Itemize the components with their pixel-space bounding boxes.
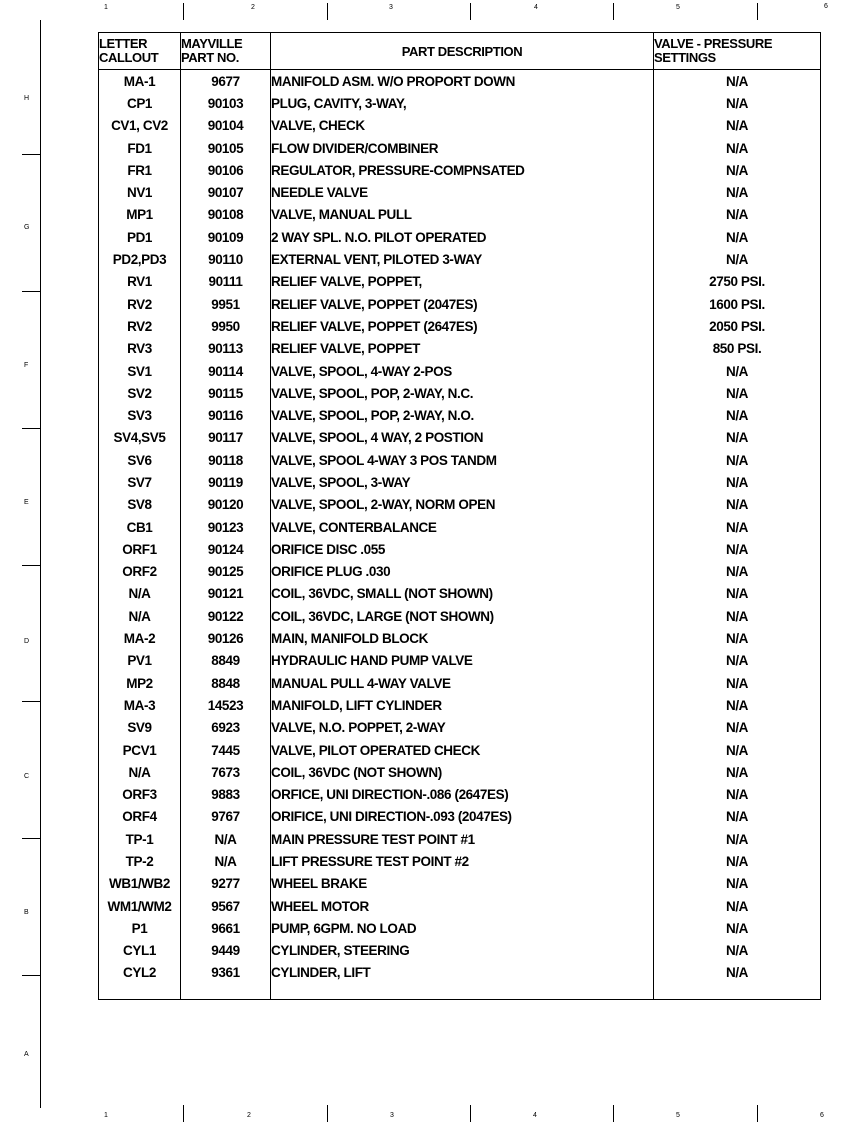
letter-callout-cell: MA-1	[99, 70, 181, 93]
zone-tick	[22, 701, 40, 702]
table-row	[99, 784, 821, 806]
part-number-header: MAYVILLE PART NO.	[181, 33, 271, 70]
part-number-cell: 6923	[181, 717, 271, 739]
valve-setting-cell: N/A	[654, 806, 821, 828]
part-number-cell: 90124	[181, 538, 271, 560]
valve-setting-cell: N/A	[654, 494, 821, 516]
zone-number: 5	[676, 1112, 680, 1119]
zone-number: 2	[247, 1112, 251, 1119]
part-description-cell: VALVE, SPOOL 4-WAY 3 POS TANDM	[271, 449, 654, 471]
part-number-cell: 90107	[181, 181, 271, 203]
zone-number: 1	[104, 4, 108, 11]
table-row	[99, 315, 821, 337]
part-description-cell: FLOW DIVIDER/COMBINER	[271, 137, 654, 159]
part-description-cell: VALVE, MANUAL PULL	[271, 204, 654, 226]
letter-callout-cell: RV2	[99, 315, 181, 337]
part-description-cell: MANIFOLD ASM. W/O PROPORT DOWN	[271, 70, 654, 93]
table-row	[99, 427, 821, 449]
part-number-cell: 90113	[181, 338, 271, 360]
part-description-cell: ORIFICE DISC .055	[271, 538, 654, 560]
table-row	[99, 226, 821, 248]
table-row	[99, 293, 821, 315]
part-number-cell: 9277	[181, 873, 271, 895]
table-header-row	[99, 33, 821, 70]
part-number-cell: 9767	[181, 806, 271, 828]
part-number-cell: 8848	[181, 672, 271, 694]
part-description-cell: PUMP, 6GPM. NO LOAD	[271, 917, 654, 939]
valve-setting-cell: 2750 PSI.	[654, 271, 821, 293]
table-row	[99, 271, 821, 293]
table-row	[99, 382, 821, 404]
letter-callout-cell: TP-2	[99, 850, 181, 872]
zone-tick	[327, 1105, 328, 1122]
part-number-cell: 9950	[181, 315, 271, 337]
valve-setting-cell: N/A	[654, 850, 821, 872]
valve-setting-cell: N/A	[654, 962, 821, 1000]
part-number-cell: 7673	[181, 761, 271, 783]
table-row	[99, 583, 821, 605]
table-row	[99, 962, 821, 1000]
zone-tick	[327, 3, 328, 20]
letter-callout-cell: NV1	[99, 181, 181, 203]
part-description-cell: COIL, 36VDC (NOT SHOWN)	[271, 761, 654, 783]
letter-callout-cell: P1	[99, 917, 181, 939]
zone-number: 5	[676, 4, 680, 11]
valve-setting-cell: N/A	[654, 92, 821, 114]
part-description-cell: VALVE, SPOOL, 4 WAY, 2 POSTION	[271, 427, 654, 449]
part-description-cell: ORIFICE PLUG .030	[271, 561, 654, 583]
part-number-cell: 90106	[181, 159, 271, 181]
part-number-cell: 90126	[181, 627, 271, 649]
valve-setting-cell: N/A	[654, 917, 821, 939]
part-description-cell: RELIEF VALVE, POPPET,	[271, 271, 654, 293]
valve-setting-cell: N/A	[654, 427, 821, 449]
zone-tick	[183, 3, 184, 20]
table-row	[99, 627, 821, 649]
valve-setting-cell: 850 PSI.	[654, 338, 821, 360]
letter-callout-cell: ORF2	[99, 561, 181, 583]
part-description-cell: NEEDLE VALVE	[271, 181, 654, 203]
table-row	[99, 538, 821, 560]
part-description-cell: MANIFOLD, LIFT CYLINDER	[271, 694, 654, 716]
valve-setting-cell: N/A	[654, 940, 821, 962]
part-number-cell: 90125	[181, 561, 271, 583]
part-number-cell: 9883	[181, 784, 271, 806]
part-description-cell: MAIN, MANIFOLD BLOCK	[271, 627, 654, 649]
letter-callout-header: LETTER CALLOUT	[99, 33, 181, 70]
valve-setting-cell: N/A	[654, 538, 821, 560]
valve-setting-cell: N/A	[654, 115, 821, 137]
part-description-cell: 2 WAY SPL. N.O. PILOT OPERATED	[271, 226, 654, 248]
zone-tick	[613, 1105, 614, 1122]
part-number-cell: 90117	[181, 427, 271, 449]
left-border-line	[40, 20, 41, 1108]
letter-callout-cell: CP1	[99, 92, 181, 114]
zone-tick	[22, 291, 40, 292]
letter-callout-cell: WB1/WB2	[99, 873, 181, 895]
valve-setting-cell: N/A	[654, 895, 821, 917]
part-number-cell: 9951	[181, 293, 271, 315]
zone-tick	[757, 3, 758, 20]
valve-setting-cell: N/A	[654, 761, 821, 783]
part-number-cell: 9361	[181, 962, 271, 1000]
valve-setting-cell: N/A	[654, 449, 821, 471]
zone-tick	[183, 1105, 184, 1122]
letter-callout-cell: N/A	[99, 583, 181, 605]
table-row	[99, 471, 821, 493]
table-row	[99, 650, 821, 672]
letter-callout-cell: SV1	[99, 360, 181, 382]
valve-setting-cell: N/A	[654, 672, 821, 694]
zone-tick	[22, 975, 40, 976]
part-description-cell: PLUG, CAVITY, 3-WAY,	[271, 92, 654, 114]
part-number-cell: 9567	[181, 895, 271, 917]
part-number-cell: 90114	[181, 360, 271, 382]
zone-letter: B	[24, 909, 29, 916]
letter-callout-cell: FD1	[99, 137, 181, 159]
part-number-cell: 9661	[181, 917, 271, 939]
letter-callout-cell: WM1/WM2	[99, 895, 181, 917]
valve-setting-cell: N/A	[654, 226, 821, 248]
part-description-cell: COIL, 36VDC, LARGE (NOT SHOWN)	[271, 605, 654, 627]
part-number-cell: 90108	[181, 204, 271, 226]
valve-setting-cell: N/A	[654, 717, 821, 739]
part-number-cell: 90105	[181, 137, 271, 159]
part-description-cell: VALVE, CHECK	[271, 115, 654, 137]
letter-callout-cell: SV8	[99, 494, 181, 516]
letter-callout-cell: CV1, CV2	[99, 115, 181, 137]
table-row	[99, 694, 821, 716]
table-row	[99, 137, 821, 159]
part-number-cell: 90103	[181, 92, 271, 114]
valve-setting-cell: N/A	[654, 561, 821, 583]
part-description-cell: VALVE, SPOOL, 4-WAY 2-POS	[271, 360, 654, 382]
zone-tick	[470, 1105, 471, 1122]
letter-callout-cell: SV2	[99, 382, 181, 404]
part-description-cell: VALVE, N.O. POPPET, 2-WAY	[271, 717, 654, 739]
zone-number: 4	[534, 4, 538, 11]
part-number-cell: 90120	[181, 494, 271, 516]
letter-callout-cell: SV6	[99, 449, 181, 471]
part-description-header: PART DESCRIPTION	[271, 33, 654, 70]
valve-pressure-settings-header: VALVE - PRESSURE SETTINGS	[654, 33, 821, 70]
part-description-cell: VALVE, SPOOL, 3-WAY	[271, 471, 654, 493]
parts-list-table	[98, 32, 821, 1000]
valve-setting-cell: N/A	[654, 784, 821, 806]
part-description-cell: RELIEF VALVE, POPPET (2647ES)	[271, 315, 654, 337]
part-number-cell: 8849	[181, 650, 271, 672]
table-row	[99, 717, 821, 739]
letter-callout-cell: ORF4	[99, 806, 181, 828]
letter-callout-cell: RV2	[99, 293, 181, 315]
zone-number: 6	[820, 1112, 824, 1119]
zone-number: 3	[389, 4, 393, 11]
valve-setting-cell: N/A	[654, 739, 821, 761]
valve-setting-cell: N/A	[654, 650, 821, 672]
zone-number: 4	[533, 1112, 537, 1119]
zone-letter: A	[24, 1051, 29, 1058]
part-number-cell: N/A	[181, 828, 271, 850]
letter-callout-cell: SV7	[99, 471, 181, 493]
part-number-cell: 90118	[181, 449, 271, 471]
letter-callout-cell: PV1	[99, 650, 181, 672]
zone-tick	[613, 3, 614, 20]
table-row	[99, 181, 821, 203]
valve-setting-cell: N/A	[654, 159, 821, 181]
part-description-cell: EXTERNAL VENT, PILOTED 3-WAY	[271, 248, 654, 270]
part-description-cell: VALVE, SPOOL, 2-WAY, NORM OPEN	[271, 494, 654, 516]
letter-callout-cell: SV9	[99, 717, 181, 739]
zone-number: 3	[390, 1112, 394, 1119]
table-row	[99, 895, 821, 917]
valve-setting-cell: N/A	[654, 382, 821, 404]
part-description-cell: WHEEL MOTOR	[271, 895, 654, 917]
table-row	[99, 404, 821, 426]
part-description-cell: ORIFICE, UNI DIRECTION-.093 (2047ES)	[271, 806, 654, 828]
table-row	[99, 940, 821, 962]
zone-letter: D	[24, 638, 30, 645]
valve-setting-cell: N/A	[654, 404, 821, 426]
zone-number: 6	[824, 3, 828, 10]
table-row	[99, 115, 821, 137]
valve-setting-cell: N/A	[654, 627, 821, 649]
table-row	[99, 159, 821, 181]
valve-setting-cell: N/A	[654, 360, 821, 382]
part-number-cell: 90121	[181, 583, 271, 605]
part-description-cell: RELIEF VALVE, POPPET	[271, 338, 654, 360]
part-description-cell: VALVE, CONTERBALANCE	[271, 516, 654, 538]
zone-letter: C	[24, 773, 30, 780]
part-description-cell: REGULATOR, PRESSURE-COMPNSATED	[271, 159, 654, 181]
zone-letter: F	[24, 362, 29, 369]
letter-callout-cell: CYL2	[99, 962, 181, 1000]
letter-callout-cell: MP2	[99, 672, 181, 694]
table-row	[99, 360, 821, 382]
zone-number: 1	[104, 1112, 108, 1119]
table-row	[99, 92, 821, 114]
zone-number: 2	[251, 4, 255, 11]
part-number-cell: 7445	[181, 739, 271, 761]
table-row	[99, 917, 821, 939]
zone-tick	[757, 1105, 758, 1122]
table-row	[99, 739, 821, 761]
part-description-cell: WHEEL BRAKE	[271, 873, 654, 895]
zone-tick	[22, 154, 40, 155]
table-row	[99, 204, 821, 226]
letter-callout-cell: RV3	[99, 338, 181, 360]
letter-callout-cell: N/A	[99, 761, 181, 783]
zone-letter: E	[24, 499, 29, 506]
table-row	[99, 806, 821, 828]
part-number-cell: 90111	[181, 271, 271, 293]
parts-list-body	[99, 70, 821, 1000]
valve-setting-cell: N/A	[654, 516, 821, 538]
part-description-cell: COIL, 36VDC, SMALL (NOT SHOWN)	[271, 583, 654, 605]
table-row	[99, 494, 821, 516]
valve-setting-cell: N/A	[654, 471, 821, 493]
part-description-cell: MANUAL PULL 4-WAY VALVE	[271, 672, 654, 694]
part-number-cell: 90115	[181, 382, 271, 404]
part-description-cell: RELIEF VALVE, POPPET (2047ES)	[271, 293, 654, 315]
letter-callout-cell: PCV1	[99, 739, 181, 761]
part-description-cell: CYLINDER, STEERING	[271, 940, 654, 962]
valve-setting-cell: N/A	[654, 70, 821, 93]
letter-callout-cell: TP-1	[99, 828, 181, 850]
part-number-cell: 90104	[181, 115, 271, 137]
part-number-cell: 90122	[181, 605, 271, 627]
table-row	[99, 338, 821, 360]
valve-setting-cell: N/A	[654, 694, 821, 716]
table-row	[99, 516, 821, 538]
letter-callout-cell: CB1	[99, 516, 181, 538]
part-description-cell: CYLINDER, LIFT	[271, 962, 654, 1000]
table-row	[99, 672, 821, 694]
part-number-cell: 14523	[181, 694, 271, 716]
table-row	[99, 761, 821, 783]
zone-tick	[470, 3, 471, 20]
letter-callout-cell: RV1	[99, 271, 181, 293]
part-description-cell: VALVE, SPOOL, POP, 2-WAY, N.O.	[271, 404, 654, 426]
table-row	[99, 605, 821, 627]
letter-callout-cell: PD2,PD3	[99, 248, 181, 270]
valve-setting-cell: N/A	[654, 605, 821, 627]
part-description-cell: ORFICE, UNI DIRECTION-.086 (2647ES)	[271, 784, 654, 806]
part-description-cell: MAIN PRESSURE TEST POINT #1	[271, 828, 654, 850]
valve-setting-cell: N/A	[654, 583, 821, 605]
table-row	[99, 248, 821, 270]
letter-callout-cell: MA-3	[99, 694, 181, 716]
part-number-cell: 90116	[181, 404, 271, 426]
letter-callout-cell: SV3	[99, 404, 181, 426]
table-row	[99, 561, 821, 583]
table-row	[99, 449, 821, 471]
valve-setting-cell: N/A	[654, 828, 821, 850]
letter-callout-cell: SV4,SV5	[99, 427, 181, 449]
part-number-cell: 90123	[181, 516, 271, 538]
part-description-cell: LIFT PRESSURE TEST POINT #2	[271, 850, 654, 872]
zone-tick	[22, 565, 40, 566]
valve-setting-cell: 1600 PSI.	[654, 293, 821, 315]
table-row	[99, 70, 821, 93]
zone-letter: G	[24, 224, 30, 231]
part-description-cell: VALVE, PILOT OPERATED CHECK	[271, 739, 654, 761]
valve-setting-cell: N/A	[654, 181, 821, 203]
zone-tick	[22, 838, 40, 839]
valve-setting-cell: 2050 PSI.	[654, 315, 821, 337]
letter-callout-cell: CYL1	[99, 940, 181, 962]
letter-callout-cell: PD1	[99, 226, 181, 248]
valve-setting-cell: N/A	[654, 204, 821, 226]
part-number-cell: 90110	[181, 248, 271, 270]
table-row	[99, 873, 821, 895]
part-number-cell: 9677	[181, 70, 271, 93]
letter-callout-cell: MA-2	[99, 627, 181, 649]
letter-callout-cell: N/A	[99, 605, 181, 627]
letter-callout-cell: FR1	[99, 159, 181, 181]
table-row	[99, 828, 821, 850]
part-number-cell: 90109	[181, 226, 271, 248]
zone-letter: H	[24, 95, 30, 102]
part-number-cell: 9449	[181, 940, 271, 962]
zone-tick	[22, 428, 40, 429]
valve-setting-cell: N/A	[654, 248, 821, 270]
table-row	[99, 850, 821, 872]
part-description-cell: VALVE, SPOOL, POP, 2-WAY, N.C.	[271, 382, 654, 404]
part-description-cell: HYDRAULIC HAND PUMP VALVE	[271, 650, 654, 672]
letter-callout-cell: ORF1	[99, 538, 181, 560]
letter-callout-cell: MP1	[99, 204, 181, 226]
part-number-cell: N/A	[181, 850, 271, 872]
letter-callout-cell: ORF3	[99, 784, 181, 806]
valve-setting-cell: N/A	[654, 137, 821, 159]
part-number-cell: 90119	[181, 471, 271, 493]
valve-setting-cell: N/A	[654, 873, 821, 895]
